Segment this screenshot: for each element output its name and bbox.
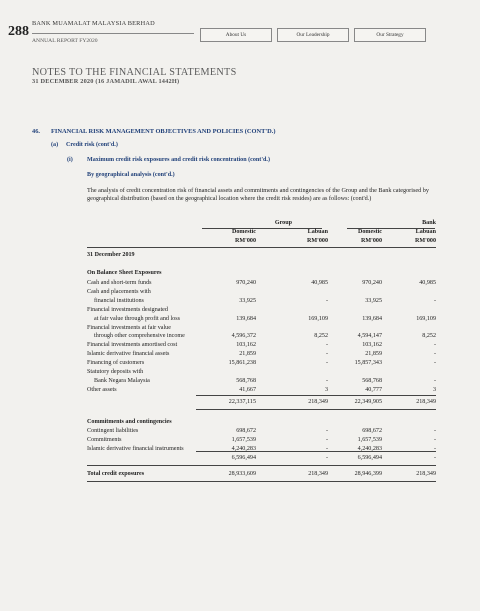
row-value: 103,162 bbox=[236, 342, 256, 349]
row-value: - bbox=[325, 342, 328, 349]
col-labuan-group: Labuan RM'000 bbox=[307, 229, 328, 244]
row-value: 169,109 bbox=[416, 315, 436, 322]
row-value: 698,672 bbox=[236, 428, 256, 434]
commit-rule-2 bbox=[87, 465, 436, 466]
on-balance-title: On Balance Sheet Exposures bbox=[87, 270, 162, 276]
row-label: Contingent liabilities bbox=[87, 428, 139, 434]
row-label: Statutory deposits with bbox=[87, 369, 144, 375]
row-value: - bbox=[433, 445, 436, 452]
row-value: 40,985 bbox=[311, 280, 328, 286]
subtotal-rule-2 bbox=[196, 409, 436, 410]
row-value: 139,684 bbox=[362, 315, 382, 322]
subtotal-rule-1 bbox=[196, 395, 436, 396]
row-value: 1,657,539 bbox=[231, 436, 256, 443]
bank-name: BANK MUAMALAT MALAYSIA BERHAD bbox=[32, 20, 155, 27]
row-value: 4,240,283 bbox=[231, 445, 256, 452]
row-value: 103,162 bbox=[362, 342, 382, 349]
table-row bbox=[87, 297, 436, 305]
row-value: 40,777 bbox=[365, 386, 382, 393]
header-rule bbox=[32, 33, 194, 34]
sub-a-title: Credit risk (cont'd.) bbox=[66, 142, 118, 148]
table-row bbox=[87, 427, 436, 435]
table-row bbox=[87, 368, 436, 376]
col-labuan-bank: Labuan RM'000 bbox=[415, 229, 436, 244]
row-value: 33,925 bbox=[365, 297, 382, 304]
header-divider bbox=[87, 247, 436, 248]
on-balance-total-row: 22,337,115 218,349 22,349,905 218,349 bbox=[228, 399, 436, 405]
table-row bbox=[87, 377, 436, 385]
page-date: 31 DECEMBER 2020 (16 JAMADIL AWAL 1442H) bbox=[32, 78, 180, 85]
row-value: 21,859 bbox=[365, 351, 382, 358]
row-value: 15,857,343 bbox=[354, 360, 382, 367]
sub-i-number: (i) bbox=[67, 157, 73, 163]
row-value: 4,240,283 bbox=[357, 445, 382, 452]
row-value: 698,672 bbox=[362, 428, 382, 434]
row-value: 1,657,539 bbox=[357, 436, 382, 443]
page-title: NOTES TO THE FINANCIAL STATEMENTS bbox=[32, 67, 237, 78]
row-value: - bbox=[433, 351, 436, 358]
sub-i-title: Maximum credit risk exposures and credit risk concentration (cont'd.) bbox=[87, 157, 270, 163]
table-row bbox=[87, 315, 436, 323]
row-value: - bbox=[433, 342, 436, 349]
row-value: - bbox=[433, 377, 436, 384]
row-label: Islamic derivative financial assets bbox=[87, 351, 170, 358]
row-label: at fair value through profit and loss bbox=[94, 315, 180, 322]
row-label: Commitments bbox=[87, 436, 122, 443]
table-row bbox=[87, 436, 436, 444]
row-label: financial institutions bbox=[94, 297, 144, 304]
table-row bbox=[87, 332, 436, 340]
row-value: - bbox=[325, 436, 328, 443]
report-name: ANNUAL REPORT FY2020 bbox=[32, 38, 98, 44]
row-value: - bbox=[433, 436, 436, 443]
period-label: 31 December 2019 bbox=[87, 252, 135, 258]
row-value: 970,240 bbox=[236, 280, 256, 286]
row-value: 3 bbox=[324, 386, 328, 393]
row-label: Other assets bbox=[87, 386, 117, 393]
row-label: Financial investments designated bbox=[87, 306, 168, 313]
page-number: 288 bbox=[8, 24, 29, 39]
row-value: 970,240 bbox=[362, 280, 382, 286]
table-row bbox=[87, 341, 436, 349]
row-label: Financing of customers bbox=[87, 360, 145, 367]
intro-paragraph: The analysis of credit concentration risk of financial assets and commitments and contingencies of the Group and the Bank categorised by geographical distribution (based on the geographical location where the credit risk resides) are as follows: (cont'd.) bbox=[87, 187, 429, 203]
row-value: 21,859 bbox=[239, 351, 256, 358]
row-label: Islamic derivative financial instruments bbox=[87, 445, 184, 452]
header-nav bbox=[200, 28, 426, 42]
row-value: 568,768 bbox=[236, 377, 256, 384]
group-label: Group bbox=[274, 220, 292, 226]
row-label: Cash and short-term funds bbox=[87, 280, 152, 286]
table-row bbox=[87, 350, 436, 358]
table-row bbox=[87, 279, 436, 287]
row-label: Financial investments amortised cost bbox=[87, 342, 178, 349]
row-label: Financial investments at fair value bbox=[87, 324, 171, 331]
row-value: - bbox=[325, 360, 328, 367]
row-value: 8,252 bbox=[314, 333, 328, 340]
table-row bbox=[87, 288, 436, 296]
row-value: - bbox=[433, 428, 436, 434]
total-row: Total credit exposures 28,933,609 218,349 28,946,399 218,349 bbox=[87, 471, 436, 477]
row-value: - bbox=[433, 297, 436, 304]
section-title: FINANCIAL RISK MANAGEMENT OBJECTIVES AND POLICIES (CONT'D.) bbox=[51, 128, 276, 135]
table-row bbox=[87, 324, 436, 332]
table-row bbox=[87, 359, 436, 367]
row-value: 15,861,238 bbox=[228, 360, 256, 367]
row-value: 8,252 bbox=[422, 333, 436, 340]
row-label: Cash and placements with bbox=[87, 288, 151, 295]
table-row bbox=[87, 306, 436, 314]
commit-rule-1 bbox=[196, 451, 436, 452]
tab-about-us[interactable]: About Us bbox=[200, 28, 272, 42]
row-value: 3 bbox=[432, 386, 436, 393]
commit-title: Commitments and contingencies bbox=[87, 419, 172, 425]
table-row bbox=[87, 386, 436, 394]
section-number: 46. bbox=[32, 128, 40, 135]
row-value: - bbox=[433, 360, 436, 367]
row-value: - bbox=[325, 377, 328, 384]
tab-our-strategy[interactable]: Our Strategy bbox=[354, 28, 426, 42]
row-value: - bbox=[325, 445, 328, 452]
row-value: 4,594,147 bbox=[357, 333, 382, 340]
sub-geo-title: By geographical analysis (cont'd.) bbox=[87, 172, 175, 178]
row-value: - bbox=[325, 351, 328, 358]
row-value: - bbox=[325, 297, 328, 304]
bank-label: Bank bbox=[422, 220, 436, 226]
commit-total-row: 6,596,494 - 6,596,494 - bbox=[231, 455, 436, 461]
row-value: 169,109 bbox=[308, 315, 328, 322]
row-value: 33,925 bbox=[239, 297, 256, 304]
row-label: through other comprehensive income bbox=[94, 333, 185, 340]
row-label: Bank Negara Malaysia bbox=[94, 377, 150, 384]
sub-a-number: (a) bbox=[51, 142, 59, 148]
row-value: 41,667 bbox=[239, 386, 256, 393]
col-domestic-group: Domestic RM'000 bbox=[231, 229, 256, 244]
row-value: 4,596,372 bbox=[231, 333, 256, 340]
row-value: - bbox=[325, 428, 328, 434]
row-value: 139,684 bbox=[236, 315, 256, 322]
total-rule bbox=[87, 481, 436, 482]
row-value: 40,985 bbox=[419, 280, 436, 286]
col-domestic-bank: Domestic RM'000 bbox=[357, 229, 382, 244]
tab-our-leadership[interactable]: Our Leadership bbox=[277, 28, 349, 42]
row-value: 568,768 bbox=[362, 377, 382, 384]
